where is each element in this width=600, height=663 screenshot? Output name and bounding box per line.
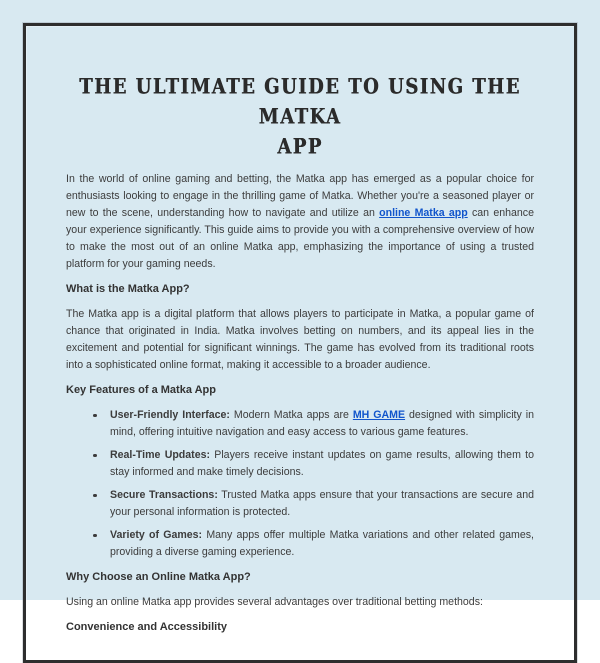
document-title bbox=[66, 72, 534, 162]
mh-game-link[interactable]: MH GAME bbox=[352, 409, 406, 421]
text-run: Modern Matka apps are bbox=[229, 409, 353, 421]
text-run: Players receive instant updates on game results, allowing them to stay informed and make timely decisions. bbox=[110, 449, 534, 478]
online-matka-app-link[interactable]: online Matka app bbox=[379, 207, 468, 219]
feature-item-variety bbox=[110, 527, 534, 561]
bullet-icon bbox=[93, 534, 97, 538]
feature-item-user-friendly bbox=[110, 407, 534, 441]
what-is-paragraph: The Matka app is a digital platform that allows players to participate in Matka, a popular game of chance that originated in India. Matka involves betting on numbers, and its appeal lies in the excitement and potential for significant winnings. The game has evolved from its traditional roots into a sophisticated online format, making it accessible to a broader audience. bbox=[66, 308, 534, 371]
document-title-line-1: THE ULTIMATE GUIDE TO USING THE MATKA bbox=[79, 74, 521, 130]
text-run: In the world of online gaming and betting, the Matka app has emerged as a popular choice for enthusiasts looking to engage in the thrilling game of Matka. Whether you're a seasoned player or new to the scene, understanding how to navigate and utilize an bbox=[66, 173, 534, 219]
feature-item-text bbox=[110, 529, 534, 558]
text-run: Trusted Matka apps ensure that your transactions are secure and your personal information is protected. bbox=[110, 489, 534, 518]
page-border-frame bbox=[23, 23, 577, 663]
feature-item-text bbox=[110, 449, 534, 478]
document-content bbox=[26, 26, 574, 636]
heading-key-features: Key Features of a Matka App bbox=[66, 384, 216, 396]
why-choose-paragraph: Using an online Matka app provides several advantages over traditional betting methods: bbox=[66, 596, 483, 608]
heading-what-is-the-matka-app: What is the Matka App? bbox=[66, 283, 190, 295]
heading-why-choose: Why Choose an Online Matka App? bbox=[66, 571, 251, 583]
document-title-line-2: APP bbox=[277, 134, 323, 160]
bullet-icon bbox=[93, 414, 97, 418]
bold-run: User-Friendly Interface: bbox=[110, 409, 230, 421]
text-run: Many apps offer multiple Matka variations and other related games, providing a diverse gaming experience. bbox=[110, 529, 534, 558]
text-run: can enhance your experience significantly. This guide aims to provide you with a comprehensive overview of how to make the most out of an online Matka app, emphasizing the importance of using a trusted platform for your gaming needs. bbox=[66, 207, 534, 270]
bold-run: Variety of Games: bbox=[110, 529, 203, 541]
feature-item-secure bbox=[110, 487, 534, 521]
bold-run: Real-Time Updates: bbox=[110, 449, 211, 461]
intro-paragraph bbox=[66, 171, 534, 273]
feature-item-real-time bbox=[110, 447, 534, 481]
bullet-icon bbox=[93, 494, 97, 498]
text-run: designed with simplicity in mind, offering intuitive navigation and easy access to various game features. bbox=[110, 409, 534, 438]
heading-convenience-cutoff: Convenience and Accessibility bbox=[66, 621, 227, 633]
feature-list bbox=[66, 407, 534, 561]
bold-run: Secure Transactions: bbox=[110, 489, 218, 501]
feature-item-text bbox=[110, 489, 534, 518]
bullet-icon bbox=[93, 454, 97, 458]
feature-item-text bbox=[110, 409, 534, 438]
